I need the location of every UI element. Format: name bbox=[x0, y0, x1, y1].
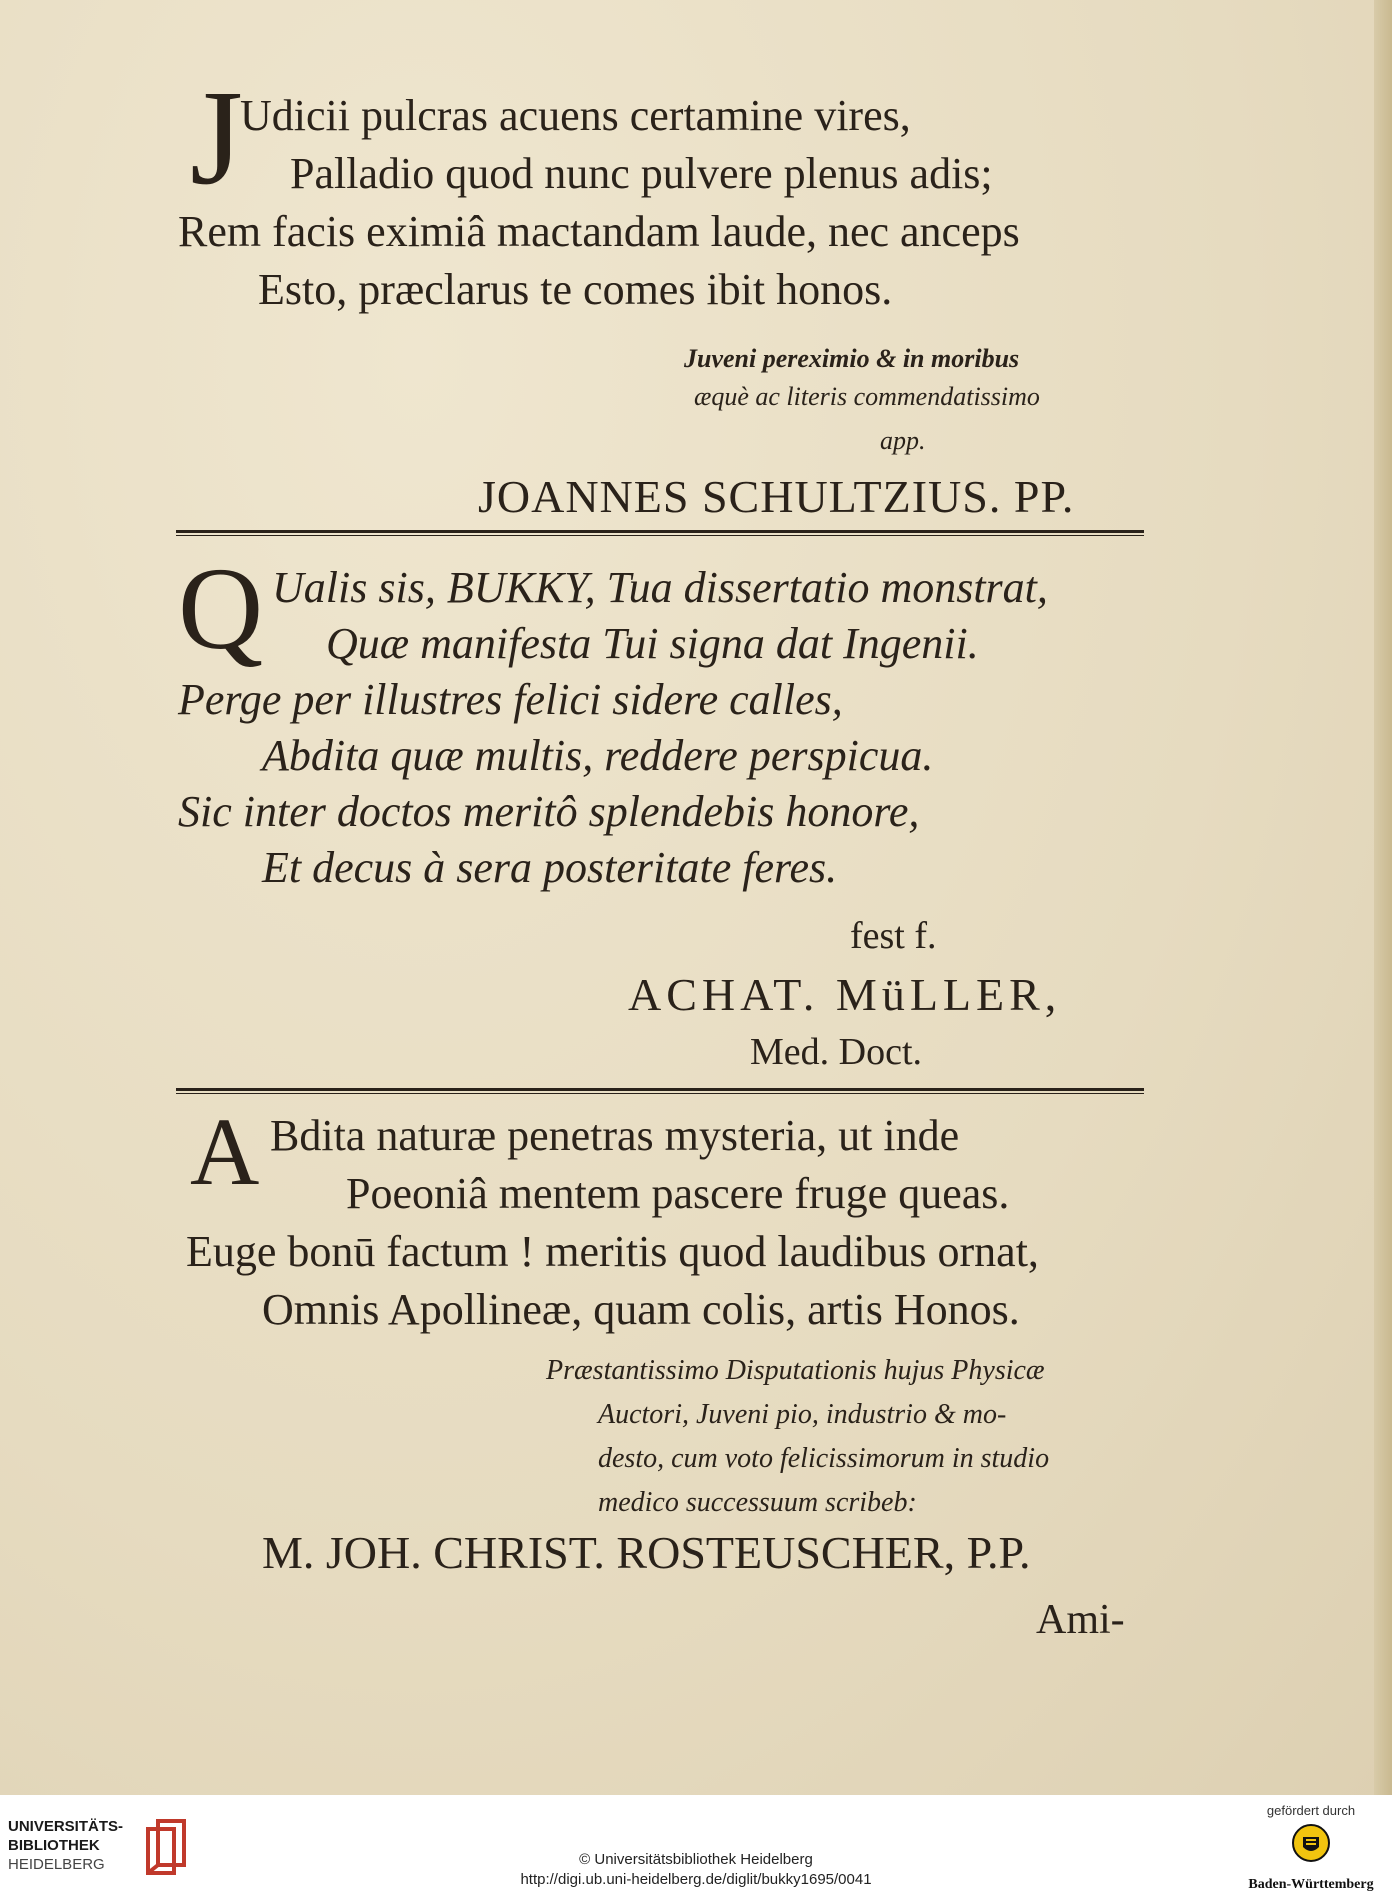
signature: ACHAT. MüLLER, bbox=[628, 969, 1062, 1020]
sponsor-name: Baden-Württemberg bbox=[1248, 1877, 1374, 1892]
verse-line: Euge bonū factum ! meritis quod laudibus ornat, bbox=[186, 1227, 1039, 1276]
drop-cap: Q bbox=[178, 543, 264, 674]
verse-line: Et decus à sera posteritate feres. bbox=[262, 843, 838, 892]
verse-line: Quæ manifesta Tui signa dat Ingenii. bbox=[326, 619, 979, 668]
verse-line: Poeoniâ mentem pascere fruge queas. bbox=[346, 1169, 1010, 1218]
dedication-line: æquè ac literis commendatissimo bbox=[694, 382, 1040, 411]
signature: JOANNES SCHULTZIUS. PP. bbox=[478, 471, 1075, 522]
dedication-line: medico successuum scribeb: bbox=[598, 1487, 917, 1518]
verse-line: Palladio quod nunc pulvere plenus adis; bbox=[290, 149, 993, 198]
dedication-line: Auctori, Juveni pio, industrio & mo- bbox=[598, 1399, 1007, 1430]
library-name-line: HEIDELBERG bbox=[8, 1856, 105, 1873]
verse-line: Omnis Apollineæ, quam colis, artis Honos. bbox=[262, 1285, 1020, 1334]
verse-line: Rem facis eximiâ mactandam laude, nec anceps bbox=[178, 207, 1020, 256]
sponsor-block[interactable] bbox=[1236, 1803, 1386, 1895]
verse-line: Sic inter doctos meritô splendebis honore, bbox=[178, 787, 920, 836]
library-name-line: UNIVERSITÄTS- bbox=[8, 1818, 124, 1835]
dedication-line: desto, cum voto felicissimorum in studio bbox=[598, 1443, 1050, 1474]
divider-rule bbox=[176, 530, 1144, 536]
verse-line: Udicii pulcras acuens certamine vires, bbox=[240, 91, 911, 140]
viewer-footer bbox=[0, 1795, 1392, 1900]
drop-cap: J bbox=[190, 63, 243, 213]
signature: M. JOH. CHRIST. ROSTEUSCHER, P.P. bbox=[262, 1527, 1031, 1578]
verse-line: Abdita quæ multis, reddere perspicua. bbox=[262, 731, 934, 780]
page-edge-shadow bbox=[1374, 0, 1392, 1795]
dedication-line: Juveni pereximio & in moribus bbox=[684, 344, 1020, 373]
sponsor-label: gefördert durch bbox=[1266, 1803, 1356, 1818]
dedication-line: app. bbox=[880, 426, 926, 455]
library-name-line: BIBLIOTHEK bbox=[8, 1837, 100, 1854]
verse-line: Bdita naturæ penetras mysteria, ut inde bbox=[270, 1111, 960, 1160]
verse-line: Ualis sis, BUKKY, Tua dissertatio monstrat, bbox=[272, 563, 1048, 612]
state-coat-of-arms-icon bbox=[1291, 1823, 1331, 1863]
catchword: Ami- bbox=[1036, 1597, 1125, 1643]
verse-line: Esto, præclarus te comes ibit honos. bbox=[258, 265, 893, 314]
signature-title: Med. Doct. bbox=[750, 1031, 923, 1073]
copyright-text: © Universitätsbibliothek Heidelberg bbox=[579, 1851, 813, 1868]
signature-note: fest f. bbox=[850, 915, 937, 957]
dedication-line: Præstantissimo Disputationis hujus Physicæ bbox=[546, 1355, 1045, 1386]
divider-rule bbox=[176, 1088, 1144, 1094]
verse-line: Perge per illustres felici sidere calles, bbox=[178, 675, 843, 724]
permalink-url[interactable]: http://digi.ub.uni-heidelberg.de/diglit/bukky1695/0041 bbox=[520, 1871, 872, 1888]
drop-cap: A bbox=[190, 1098, 260, 1205]
